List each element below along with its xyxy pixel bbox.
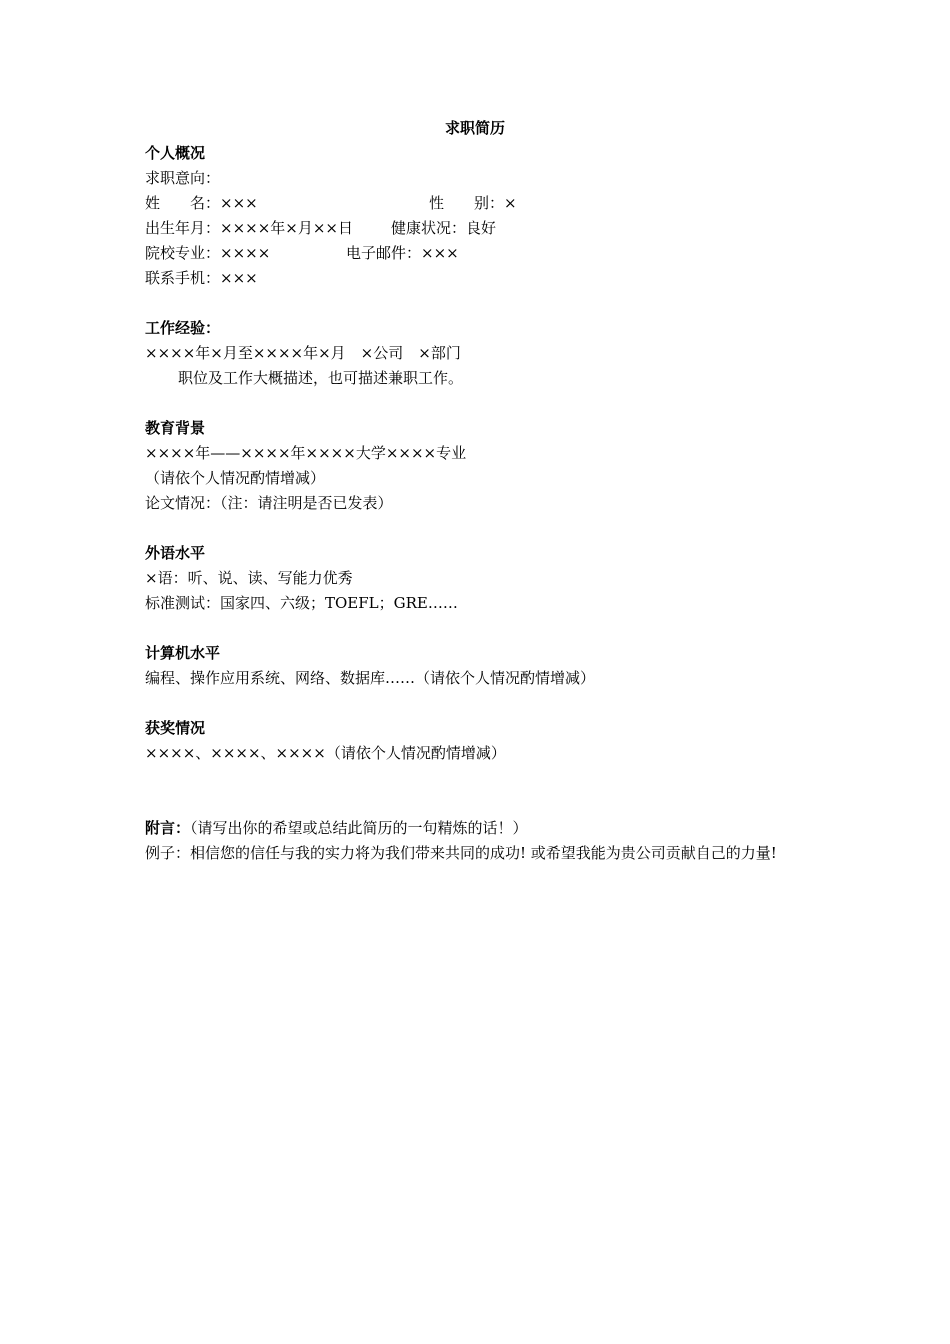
thesis-info: 论文情况：（注：请注明是否已发表） — [145, 494, 393, 512]
spacer — [145, 616, 815, 641]
computer-skills: 编程、操作应用系统、网络、数据库……（请依个人情况酌情增减） — [145, 669, 596, 687]
spacer — [145, 391, 815, 416]
birth-field: 出生年月：××××年×月××日 — [145, 219, 353, 237]
education-note: （请依个人情况酌情增减） — [145, 469, 326, 487]
name-field: 姓 名：××× — [145, 194, 258, 212]
work-description: 职位及工作大概描述，也可描述兼职工作。 — [178, 369, 464, 387]
personal-heading: 个人概况 — [145, 144, 206, 162]
language-heading: 外语水平 — [145, 544, 206, 562]
email-field: 电子邮件：××× — [346, 244, 459, 262]
postscript-row — [145, 816, 815, 841]
spacer — [145, 791, 815, 816]
language-skill: ×语：听、说、读、写能力优秀 — [145, 569, 353, 587]
school-field: 院校专业：×××× — [145, 244, 271, 262]
job-intent-label: 求职意向： — [145, 169, 221, 187]
health-field: 健康状况：良好 — [391, 219, 497, 237]
awards-list: ××××、××××、××××（请依个人情况酌情增减） — [145, 744, 506, 762]
resume-title: 求职简历 — [444, 119, 505, 137]
spacer — [145, 516, 815, 541]
computer-heading: 计算机水平 — [145, 644, 221, 662]
spacer — [145, 691, 815, 716]
spacer — [145, 291, 815, 316]
language-tests: 标准测试：国家四、六级；TOEFL；GRE…… — [145, 594, 458, 612]
resume-page — [145, 116, 815, 866]
phone-field: 联系手机：××× — [145, 269, 258, 287]
postscript-text: （请写出你的希望或总结此简历的一句精炼的话！） — [190, 819, 528, 837]
education-period: ××××年——××××年××××大学××××专业 — [145, 444, 467, 462]
postscript-label: 附言： — [145, 819, 191, 837]
education-heading: 教育背景 — [145, 419, 206, 437]
awards-heading: 获奖情况 — [145, 719, 206, 737]
gender-field: 性 别：× — [429, 194, 517, 212]
spacer — [145, 766, 815, 791]
birth-health-row — [145, 216, 815, 241]
name-gender-row — [145, 191, 815, 216]
school-email-row — [145, 241, 815, 266]
postscript-example: 例子：相信您的信任与我的实力将为我们带来共同的成功! 或希望我能为贵公司贡献自己的力量! — [145, 844, 777, 862]
work-heading: 工作经验： — [145, 319, 221, 337]
work-period: ××××年×月至××××年×月 ×公司 ×部门 — [145, 344, 461, 362]
